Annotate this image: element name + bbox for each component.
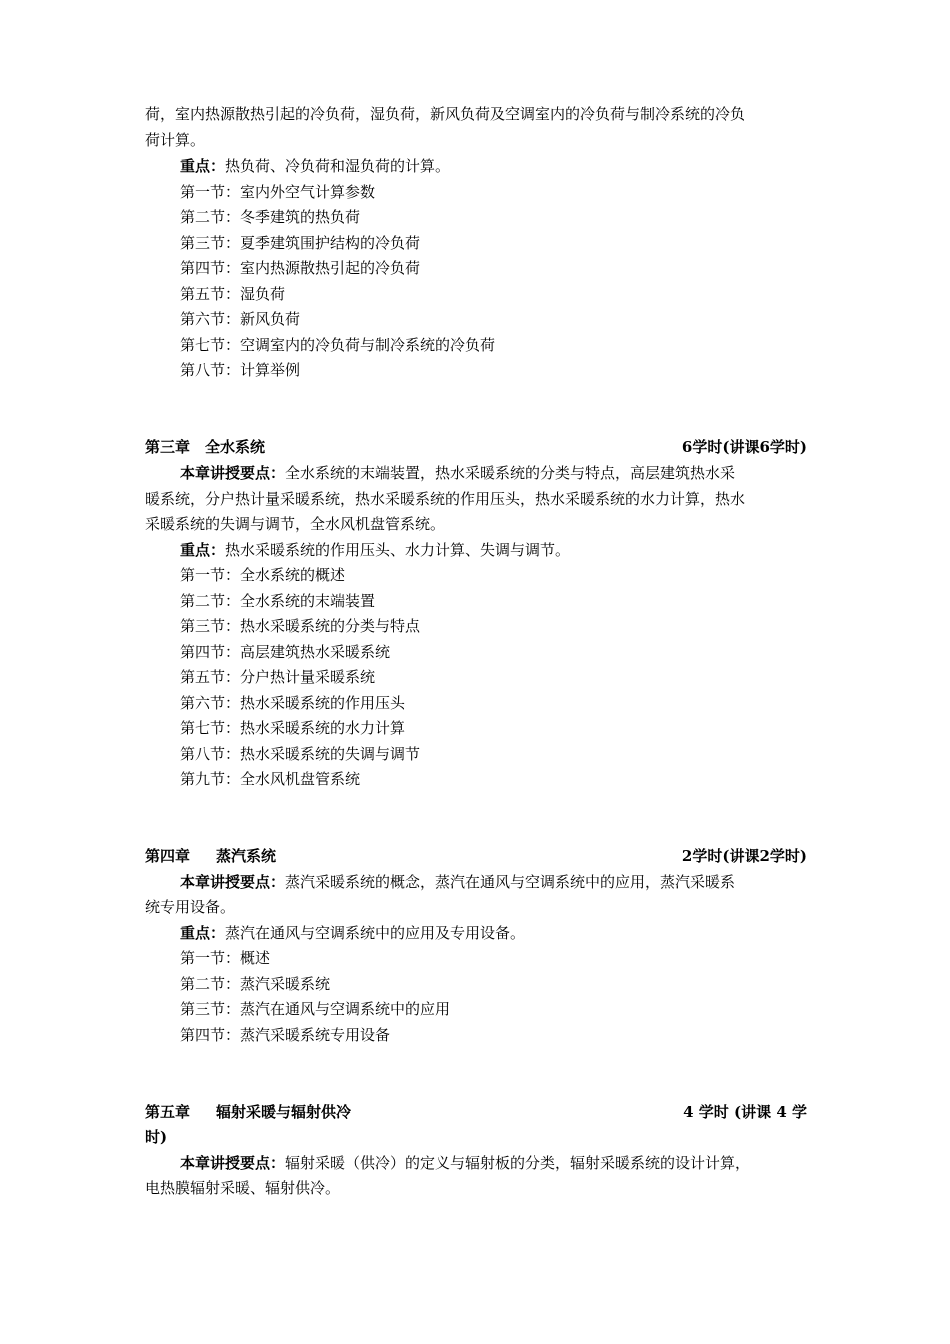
chapter-3-main-points	[180, 463, 735, 483]
chapter-5-main-line-2: 电热膜辐射采暖、辐射供冷。	[145, 1179, 341, 1197]
chapter-3-hours: 6学时(讲课6学时)	[681, 438, 807, 456]
section-item: 第三节：热水采暖系统的分类与特点	[180, 617, 421, 635]
section-item: 第五节：分户热计量采暖系统	[180, 668, 376, 686]
intro-line-2: 荷计算。	[145, 131, 206, 149]
main-text: 全水系统的末端装置，热水采暖系统的分类与特点，高层建筑热水采	[285, 464, 736, 482]
main-text: 蒸汽采暖系统的概念，蒸汽在通风与空调系统中的应用，蒸汽采暖系	[285, 873, 736, 891]
key-text: 热水采暖系统的作用压头、水力计算、失调与调节。	[225, 541, 571, 559]
chapter-4-key-points	[180, 923, 525, 943]
section-item: 第二节：冬季建筑的热负荷	[180, 208, 361, 226]
section-item: 第八节：热水采暖系统的失调与调节	[180, 745, 421, 763]
chapter-3-title: 第三章 全水系统	[145, 438, 266, 456]
chapter-5-main-points	[180, 1153, 750, 1173]
section-item: 第五节：湿负荷	[180, 285, 286, 303]
chapter-4-number: 第四章	[145, 847, 191, 865]
chapter-4-hours: 2学时(讲课2学时)	[681, 847, 807, 865]
key-label: 重点：	[180, 924, 226, 942]
chapter-5-title	[145, 1102, 351, 1122]
section-item: 第三节：夏季建筑围护结构的冷负荷	[180, 234, 421, 252]
main-label: 本章讲授要点：	[180, 873, 286, 891]
key-label: 重点：	[180, 157, 226, 175]
chapter-4-main-line-2: 统专用设备。	[145, 898, 236, 916]
key-label: 重点：	[180, 541, 226, 559]
main-label: 本章讲授要点：	[180, 1154, 286, 1172]
section-item: 第八节：计算举例	[180, 361, 301, 379]
section-item: 第四节：蒸汽采暖系统专用设备	[180, 1026, 391, 1044]
section-item: 第七节：热水采暖系统的水力计算	[180, 719, 406, 737]
chapter-5-name: 辐射采暖与辐射供冷	[216, 1103, 352, 1121]
chapter-4-name: 蒸汽系统	[216, 847, 277, 865]
section-item: 第二节：蒸汽采暖系统	[180, 975, 331, 993]
main-text: 辐射采暖（供冷）的定义与辐射板的分类，辐射采暖系统的设计计算，	[285, 1154, 751, 1172]
section-item: 第一节：概述	[180, 949, 271, 967]
section-item: 第七节：空调室内的冷负荷与制冷系统的冷负荷	[180, 336, 496, 354]
main-label: 本章讲授要点：	[180, 464, 286, 482]
section-item: 第二节：全水系统的末端装置	[180, 592, 376, 610]
section-item: 第四节：室内热源散热引起的冷负荷	[180, 259, 421, 277]
chapter-3-main-line-3: 采暖系统的失调与调节，全水风机盘管系统。	[145, 515, 446, 533]
section-item: 第一节：室内外空气计算参数	[180, 183, 376, 201]
chapter-5-hours-wrap: 时)	[145, 1128, 168, 1146]
chapter-5-hours: 4 学时 (讲课 4 学	[683, 1103, 807, 1121]
chapter-3-key-points	[180, 540, 570, 560]
chapter-4-main-points	[180, 872, 735, 892]
intro-line-1: 荷，室内热源散热引起的冷负荷，湿负荷，新风负荷及空调室内的冷负荷与制冷系统的冷负	[145, 105, 746, 123]
intro-key-points	[180, 156, 450, 176]
chapter-4-title	[145, 846, 276, 866]
section-item: 第一节：全水系统的概述	[180, 566, 346, 584]
section-item: 第三节：蒸汽在通风与空调系统中的应用	[180, 1000, 451, 1018]
chapter-3-main-line-2: 暖系统，分户热计量采暖系统，热水采暖系统的作用压头，热水采暖系统的水力计算，热水	[145, 490, 746, 508]
key-text: 热负荷、冷负荷和湿负荷的计算。	[225, 157, 451, 175]
chapter-5-number: 第五章	[145, 1103, 191, 1121]
section-item: 第九节：全水风机盘管系统	[180, 770, 361, 788]
section-item: 第六节：热水采暖系统的作用压头	[180, 694, 406, 712]
section-item: 第六节：新风负荷	[180, 310, 301, 328]
section-item: 第四节：高层建筑热水采暖系统	[180, 643, 391, 661]
key-text: 蒸汽在通风与空调系统中的应用及专用设备。	[225, 924, 526, 942]
